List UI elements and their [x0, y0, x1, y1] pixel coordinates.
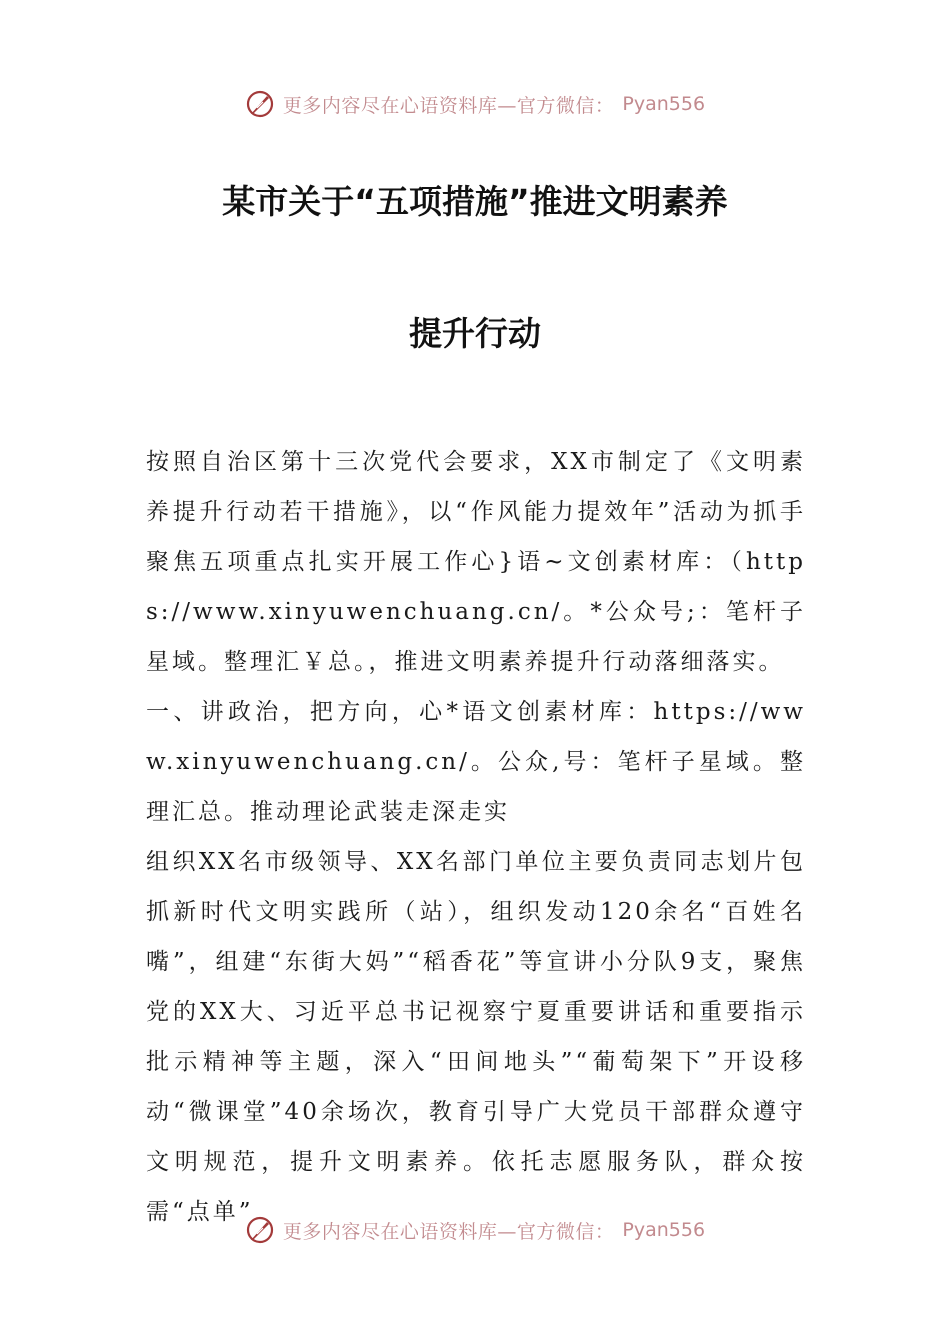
watermark-contact: Pyan556	[622, 1219, 706, 1241]
document-body	[146, 437, 806, 1237]
watermark-contact: Pyan556	[622, 93, 706, 115]
quill-logo-icon	[245, 89, 275, 119]
watermark-text: 更多内容尽在心语资料库—官方微信：	[282, 1220, 615, 1243]
document-title-line-1: 某市关于“五项措施”推进文明素养	[222, 182, 728, 221]
paragraph-details: 组织XX名市级领导、XX名部门单位主要负责同志划片包抓新时代文明实践所（站），组织发动120余名“百姓名嘴”，组建“东街大妈”“稻香花”等宣讲小分队9支，聚焦党的XX大、习近平总书记视察宁夏重要讲话和重要指示批示精神等主题，深入“田间地头”“葡萄架下”开设移动“微课堂”40余场次，教育引导广大党员干部群众遵守文明规范，提升文明素养。依托志愿服务队，群众按需“点单”	[146, 849, 806, 1225]
document-title-line-2: 提升行动	[409, 314, 541, 353]
quill-logo-icon	[245, 1215, 275, 1245]
paragraph-intro: 按照自治区第十三次党代会要求，XX市制定了《文明素养提升行动若干措施》，以“作风能力提效年”活动为抓手聚焦五项重点扎实开展工作心}语~文创素材库：（https://www.xinyuwenchuang.cn/。*公众号;：笔杆子星域。整理汇￥总。，推进文明素养提升行动落细落实。	[146, 449, 806, 675]
paragraph-section-heading: 一、讲政治，把方向，心*语文创素材库：https://www.xinyuwenchuang.cn/。公众,号：笔杆子星域。整理汇总。推动理论武装走深走实	[146, 699, 806, 825]
header-watermark-banner	[0, 84, 950, 124]
footer-watermark-banner	[0, 1210, 950, 1250]
watermark-text: 更多内容尽在心语资料库—官方微信：	[282, 94, 615, 117]
